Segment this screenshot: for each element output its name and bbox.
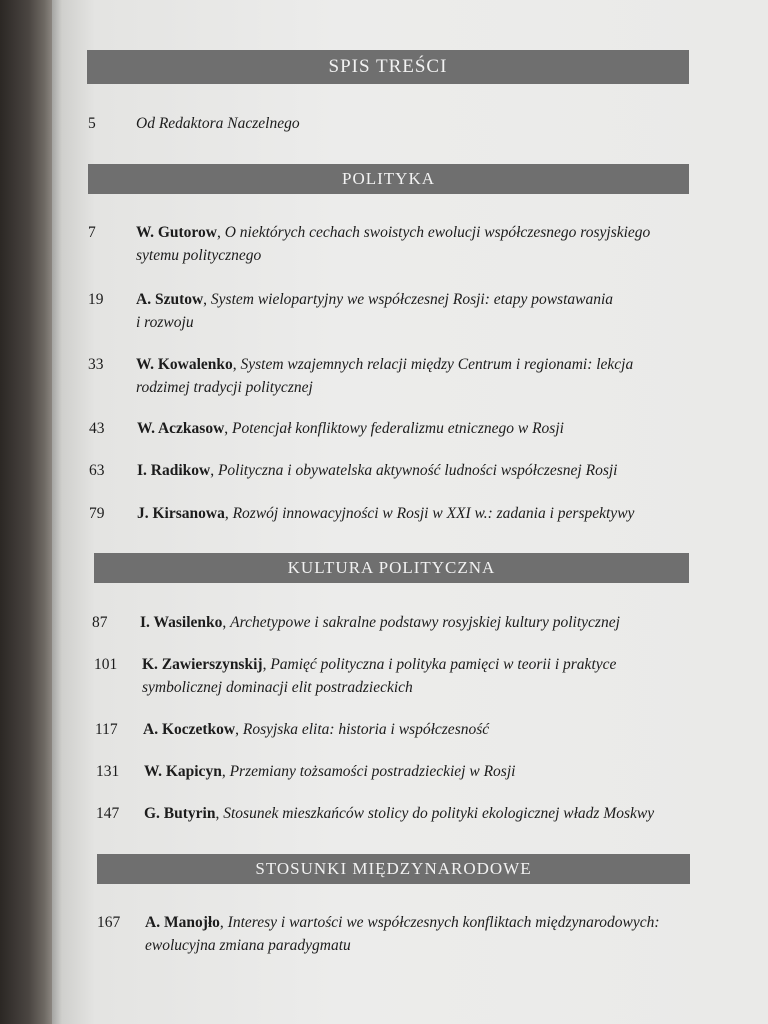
- entry-author: I. Radikow: [137, 462, 211, 479]
- page-number: 131: [96, 763, 120, 780]
- book-page: SPIS TREŚCI 5 Od Redaktora Naczelnego POLITYKA 7 W. Gutorow, O niektórych cechach swoistych ewolucji współczesnego rosyjskiego sytemu politycznego 19 A. Szutow, System wielopartyjny we współczesnej Rosji: etapy powstawania i rozwoju 33 W. Kowalenko, System wzajemnych relacji między Centrum i regionami: lekcja rodzimej tradycji politycznej 43 W. Aczkasow, Potencjał konfliktowy federalizmu etnicznego w Rosji 63 I. Radikow, Polityczna i obywatelska aktywność ludności współczesnej Rosji 79 J. Kirsanowa, Rozwój innowacyjności w Rosji w XXI w.: zadania i perspektywy KULTURA POLITYCZNA 87 I. Wasilenko, Archetypowe i sakralne podstawy rosyjskiej kultury politycznej 101 K. Zawierszynskij, Pamięć polityczna i polityka pamięci w teorii i praktyce symbolicznej dominacji elit postradzieckich 117 A. Koczetkow, Rosyjska elita: historia i współczesność 131 W. Kapicyn, Przemiany tożsamości postradzieckiej w Rosji 147 G. Butyrin, Stosunek mieszkańców stolicy do polityki ekologicznej władz Moskwy STOSUNKI MIĘDZYNARODOWE 167 A. Manojło, Interesy i wartości we współczesnych konfliktach międzynarodowych: ewolucyjna zmiana paradygmatu: [52, 0, 768, 1024]
- entry-author: J. Kirsanowa: [137, 505, 225, 522]
- entry-author: I. Wasilenko: [140, 614, 223, 631]
- entry-title-cont: symbolicznej dominacji elit postradzieckich: [142, 679, 413, 696]
- entry-author: A. Szutow: [136, 291, 204, 308]
- section-heading-text: KULTURA POLITYCZNA: [287, 558, 496, 577]
- entry-title: Interesy i wartości we współczesnych konfliktach międzynarodowych:: [227, 914, 660, 931]
- page-number: 63: [89, 462, 105, 479]
- entry-title-cont: i rozwoju: [136, 314, 194, 331]
- section-heading-text: STOSUNKI MIĘDZYNARODOWE: [255, 859, 532, 878]
- entry-title: Od Redaktora Naczelnego: [136, 115, 300, 132]
- entry-title: Stosunek mieszkańców stolicy do polityki ekologicznej władz Moskwy: [223, 805, 655, 822]
- page-gutter-shadow: [52, 0, 62, 1024]
- page-number: 7: [88, 224, 96, 241]
- entry-title: System wzajemnych relacji między Centrum i regionami: lekcja: [240, 356, 634, 373]
- entry-title: Potencjał konfliktowy federalizmu etnicznego w Rosji: [232, 420, 564, 437]
- entry-title-cont: sytemu politycznego: [136, 247, 262, 264]
- page-number: 117: [95, 721, 118, 738]
- entry-title: Archetypowe i sakralne podstawy rosyjskiej kultury politycznej: [230, 614, 620, 631]
- entry-author: A. Manojło: [145, 914, 220, 931]
- entry-title: Przemiany tożsamości postradzieckiej w Rosji: [229, 763, 516, 780]
- entry-author: W. Aczkasow: [137, 420, 225, 437]
- entry-title-cont: rodzimej tradycji politycznej: [136, 379, 313, 396]
- entry-title: Polityczna i obywatelska aktywność ludności współczesnej Rosji: [217, 462, 618, 479]
- entry-title: System wielopartyjny we współczesnej Rosji: etapy powstawania: [210, 291, 614, 308]
- entry-author: W. Kapicyn: [144, 763, 222, 780]
- page-number: 43: [89, 420, 105, 437]
- page-number: 79: [89, 505, 105, 522]
- section-heading-stosunki-miedzynarodowe: [97, 854, 690, 884]
- page-number: 5: [88, 115, 96, 132]
- section-heading-text: POLITYKA: [342, 169, 435, 188]
- entry-title: Pamięć polityczna i polityka pamięci w teorii i praktyce: [270, 656, 617, 673]
- page-number: 87: [92, 614, 108, 631]
- entry-author: A. Koczetkow: [143, 721, 236, 738]
- toc-title: SPIS TREŚCI: [328, 56, 448, 77]
- entry-author: W. Kowalenko: [136, 356, 233, 373]
- entry-author: K. Zawierszynskij: [142, 656, 263, 673]
- page-number: 167: [97, 914, 121, 931]
- page-number: 33: [88, 356, 104, 373]
- page-number: 19: [88, 291, 104, 308]
- entry-author: W. Gutorow: [136, 224, 217, 241]
- page-number: 101: [94, 656, 118, 673]
- section-heading-polityka: [88, 164, 689, 194]
- entry-title: O niektórych cechach swoistych ewolucji współczesnego rosyjskiego: [224, 224, 651, 241]
- entry-author: G. Butyrin: [144, 805, 216, 822]
- entry-title: Rosyjska elita: historia i współczesność: [242, 721, 490, 738]
- section-heading-kultura-polityczna: [94, 553, 689, 583]
- toc-title-bar: [87, 50, 689, 84]
- entry-title-cont: ewolucyjna zmiana paradygmatu: [145, 937, 351, 954]
- book-spine: [0, 0, 52, 1024]
- page-number: 147: [96, 805, 120, 822]
- entry-title: Rozwój innowacyjności w Rosji w XXI w.: zadania i perspektywy: [232, 505, 635, 522]
